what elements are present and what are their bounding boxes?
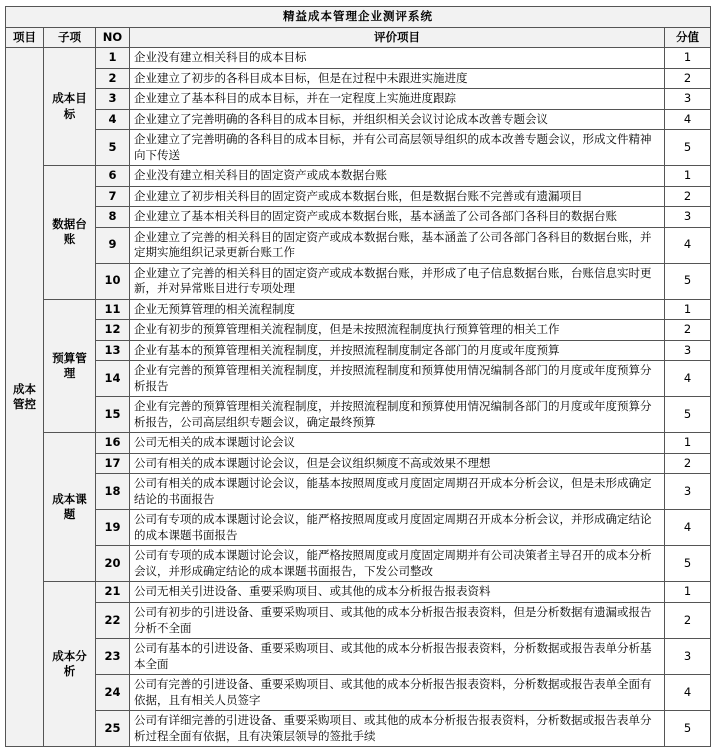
row-score: 1	[664, 166, 710, 187]
table-row	[6, 340, 711, 361]
table-row	[6, 582, 711, 603]
row-desc: 企业建立了初步相关科目的固定资产或成本数据台账，但是数据台账不完善或有遗漏项目	[130, 186, 665, 207]
table-row	[6, 474, 711, 510]
row-desc: 企业有完善的预算管理相关流程制度，并按照流程制度和预算使用情况编制各部门的月度或年度预算分析报告，公司高层组织专题会议，确定最终预算	[130, 397, 665, 433]
row-score: 3	[664, 207, 710, 228]
subitem-label-0: 成本目标	[44, 48, 96, 166]
row-no: 24	[96, 675, 130, 711]
subitem-label-3: 成本课题	[44, 433, 96, 582]
row-desc: 公司有详细完善的引进设备、重要采购项目、或其他的成本分析报告报表资料，分析数据或报告表单分析过程全面有依据，且有决策层领导的签批手续	[130, 711, 665, 747]
table-title-row	[6, 7, 711, 28]
row-desc: 企业有初步的预算管理相关流程制度，但是未按照流程制度执行预算管理的相关工作	[130, 320, 665, 341]
row-no: 2	[96, 68, 130, 89]
column-header-content: 评价项目	[130, 27, 665, 48]
row-desc: 企业建立了基本科目的成本目标，并在一定程度上实施进度跟踪	[130, 89, 665, 110]
row-desc: 公司有相关的成本课题讨论会议，能基本按照周度或月度固定周期召开成本分析会议，但是未形成确定结论的书面报告	[130, 474, 665, 510]
row-no: 1	[96, 48, 130, 69]
table-row	[6, 263, 711, 299]
page-title: 精益成本管理企业测评系统	[6, 7, 711, 28]
row-no: 18	[96, 474, 130, 510]
row-desc: 企业无预算管理的相关流程制度	[130, 299, 665, 320]
row-score: 1	[664, 582, 710, 603]
row-score: 1	[664, 433, 710, 454]
row-desc: 公司有基本的引进设备、重要采购项目、或其他的成本分析报告报表资料，分析数据或报告表单分析基本全面	[130, 639, 665, 675]
table-row	[6, 109, 711, 130]
table-row	[6, 48, 711, 69]
row-desc: 企业建立了基本相关科目的固定资产或成本数据台账，基本涵盖了公司各部门各科目的数据台账	[130, 207, 665, 228]
row-desc: 公司有初步的引进设备、重要采购项目、或其他的成本分析报告报表资料，但是分析数据有遗漏或报告分析不全面	[130, 602, 665, 638]
row-score: 3	[664, 639, 710, 675]
row-no: 19	[96, 510, 130, 546]
row-desc: 公司无相关的成本课题讨论会议	[130, 433, 665, 454]
row-score: 5	[664, 263, 710, 299]
table-row	[6, 166, 711, 187]
row-score: 4	[664, 510, 710, 546]
row-no: 11	[96, 299, 130, 320]
table-row	[6, 299, 711, 320]
row-desc: 公司有完善的引进设备、重要采购项目、或其他的成本分析报告报表资料，分析数据或报告表单全面有依据，且有相关人员签字	[130, 675, 665, 711]
table-row	[6, 711, 711, 747]
row-desc: 企业建立了完善明确的各科目的成本目标，并组织相关会议讨论成本改善专题会议	[130, 109, 665, 130]
table-row	[6, 675, 711, 711]
row-no: 3	[96, 89, 130, 110]
row-no: 21	[96, 582, 130, 603]
row-desc: 企业有完善的预算管理相关流程制度，并按照流程制度和预算使用情况编制各部门的月度或年度预算分析报告	[130, 361, 665, 397]
row-desc: 公司有相关的成本课题讨论会议，但是会议组织频度不高或效果不理想	[130, 453, 665, 474]
column-header-item: 项目	[6, 27, 44, 48]
row-desc: 企业建立了完善的相关科目的固定资产或成本数据台账，基本涵盖了公司各部门各科目的数据台账，并定期实施组织记录更新台账工作	[130, 227, 665, 263]
row-no: 23	[96, 639, 130, 675]
row-no: 8	[96, 207, 130, 228]
row-no: 13	[96, 340, 130, 361]
row-no: 12	[96, 320, 130, 341]
subitem-label-1: 数据台账	[44, 166, 96, 300]
row-score: 4	[664, 227, 710, 263]
column-header-subitem: 子项	[44, 27, 96, 48]
row-score: 2	[664, 453, 710, 474]
item-label-cost-control: 成本管控	[6, 48, 44, 747]
table-row	[6, 361, 711, 397]
table-row	[6, 68, 711, 89]
table-row	[6, 227, 711, 263]
row-desc: 企业没有建立相关科目的成本目标	[130, 48, 665, 69]
row-score: 5	[664, 546, 710, 582]
column-header-score: 分值	[664, 27, 710, 48]
row-score: 5	[664, 130, 710, 166]
row-no: 20	[96, 546, 130, 582]
table-header-row	[6, 27, 711, 48]
row-score: 1	[664, 299, 710, 320]
row-no: 10	[96, 263, 130, 299]
table-row	[6, 186, 711, 207]
subitem-label-4: 成本分析	[44, 582, 96, 747]
row-no: 6	[96, 166, 130, 187]
row-desc: 公司无相关引进设备、重要采购项目、或其他的成本分析报告报表资料	[130, 582, 665, 603]
row-score: 2	[664, 320, 710, 341]
table-row	[6, 510, 711, 546]
row-no: 15	[96, 397, 130, 433]
row-no: 14	[96, 361, 130, 397]
row-score: 4	[664, 109, 710, 130]
row-score: 4	[664, 675, 710, 711]
row-score: 5	[664, 711, 710, 747]
row-desc: 企业建立了完善的相关科目的固定资产或成本数据台账，并形成了电子信息数据台账，台账信息实时更新，并对异常账目进行专项处理	[130, 263, 665, 299]
table-row	[6, 453, 711, 474]
row-desc: 公司有专项的成本课题讨论会议，能严格按照周度或月度固定周期并有公司决策者主导召开的成本分析会议，并形成确定结论的成本课题书面报告，下发公司整改	[130, 546, 665, 582]
row-score: 3	[664, 340, 710, 361]
row-score: 2	[664, 68, 710, 89]
row-score: 3	[664, 89, 710, 110]
row-score: 4	[664, 361, 710, 397]
table-row	[6, 639, 711, 675]
table-row	[6, 397, 711, 433]
row-desc: 企业没有建立相关科目的固定资产或成本数据台账	[130, 166, 665, 187]
subitem-label-2: 预算管理	[44, 299, 96, 433]
row-score: 2	[664, 186, 710, 207]
row-no: 4	[96, 109, 130, 130]
table-row	[6, 602, 711, 638]
table-row	[6, 320, 711, 341]
row-no: 17	[96, 453, 130, 474]
row-desc: 企业建立了初步的各科目成本目标，但是在过程中未跟进实施进度	[130, 68, 665, 89]
row-score: 1	[664, 48, 710, 69]
row-no: 16	[96, 433, 130, 454]
row-desc: 公司有专项的成本课题讨论会议，能严格按照周度或月度固定周期召开成本分析会议，并形成确定结论的成本课题书面报告	[130, 510, 665, 546]
row-desc: 企业建立了完善明确的各科目的成本目标，并有公司高层领导组织的成本改善专题会议，形成文件精神向下传送	[130, 130, 665, 166]
row-no: 5	[96, 130, 130, 166]
row-no: 7	[96, 186, 130, 207]
evaluation-table	[5, 6, 711, 747]
table-row	[6, 433, 711, 454]
row-score: 3	[664, 474, 710, 510]
row-score: 5	[664, 397, 710, 433]
table-row	[6, 207, 711, 228]
row-no: 9	[96, 227, 130, 263]
row-desc: 企业有基本的预算管理相关流程制度，并按照流程制度制定各部门的月度或年度预算	[130, 340, 665, 361]
row-no: 22	[96, 602, 130, 638]
row-score: 2	[664, 602, 710, 638]
table-row	[6, 130, 711, 166]
table-row	[6, 89, 711, 110]
row-no: 25	[96, 711, 130, 747]
evaluation-sheet	[5, 0, 715, 747]
table-row	[6, 546, 711, 582]
column-header-no: NO	[96, 27, 130, 48]
